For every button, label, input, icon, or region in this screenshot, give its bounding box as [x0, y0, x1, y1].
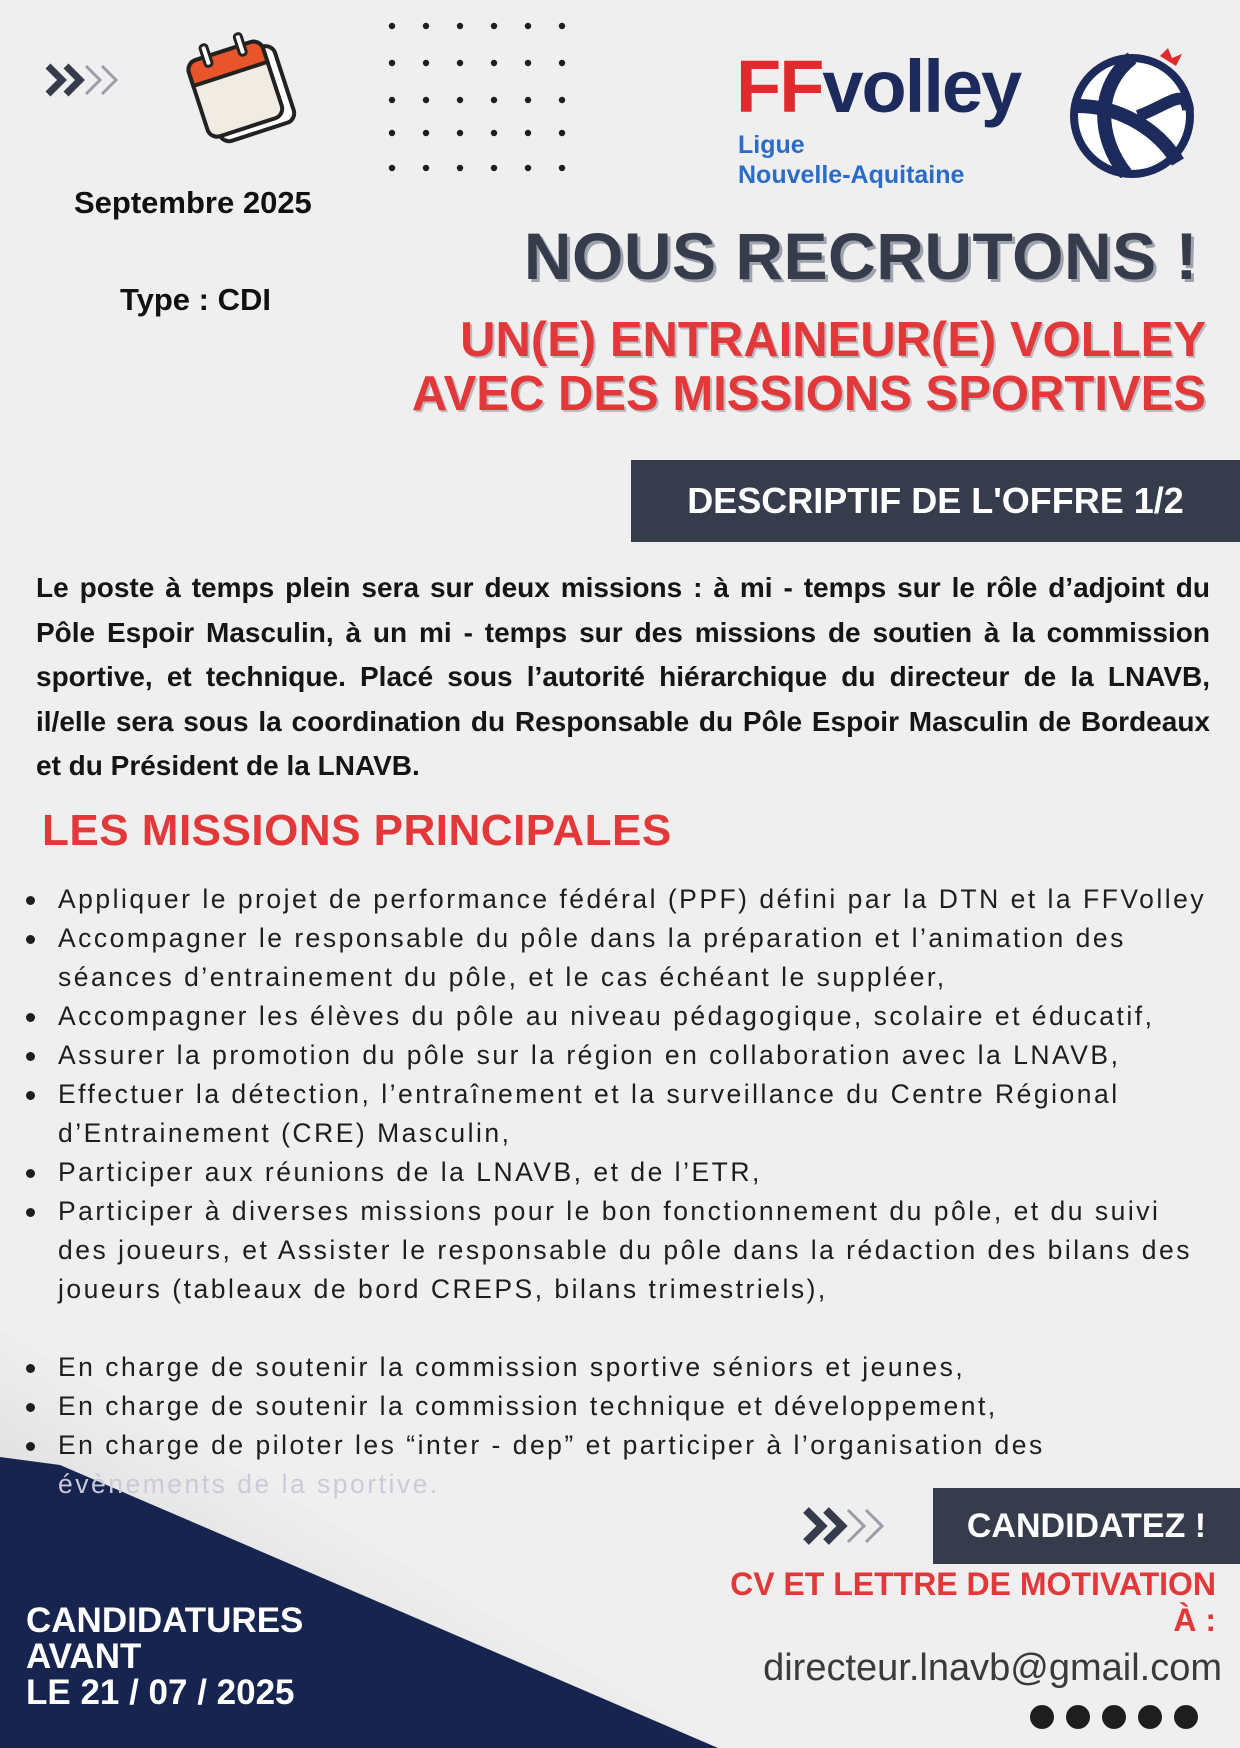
ffvolley-logo-wordmark	[736, 45, 1021, 128]
contract-type: Type : CDI	[120, 282, 271, 317]
list-item: Effectuer la détection, l’entraînement et la surveillance du Centre Régional d’Entrainement (CRE) Masculin,	[0, 1075, 1240, 1153]
missions-title: LES MISSIONS PRINCIPALES	[42, 806, 672, 855]
logo-volley: volley	[822, 45, 1021, 128]
list-item: Appliquer le projet de performance fédéral (PPF) défini par la DTN et la FFVolley	[0, 880, 1240, 919]
missions-list-primary	[0, 880, 1240, 1309]
list-item: En charge de piloter les “inter - dep” et participer à l’organisation des évènements de la sportive.	[0, 1426, 1240, 1504]
logo-ligue-line1: Ligue	[738, 131, 805, 159]
cv-instructions	[730, 1566, 1216, 1638]
dot-grid-decoration	[388, 22, 568, 174]
missions-list-secondary	[0, 1348, 1240, 1504]
date-label: Septembre 2025	[74, 185, 312, 220]
logo-ff: FF	[736, 45, 823, 128]
list-item: Participer aux réunions de la LNAVB, et de l’ETR,	[0, 1153, 1240, 1192]
job-title-line2: AVEC DES MISSIONS SPORTIVES	[411, 367, 1206, 421]
deadline-line1: CANDIDATURES	[26, 1601, 304, 1640]
list-item: Accompagner les élèves du pôle au niveau pédagogique, scolaire et éducatif,	[0, 997, 1240, 1036]
headline: NOUS RECRUTONS !	[523, 219, 1198, 293]
deadline-text	[26, 1603, 303, 1711]
list-item: En charge de soutenir la commission technique et développement,	[0, 1387, 1240, 1426]
chevrons-icon	[802, 1504, 892, 1548]
dots-decoration	[1028, 1702, 1218, 1732]
calendar-icon	[180, 25, 305, 150]
list-item: En charge de soutenir la commission sportive séniors et jeunes,	[0, 1348, 1240, 1387]
chevrons-icon	[44, 60, 124, 100]
volleyball-logo-icon	[1066, 46, 1198, 178]
deadline-line2: AVANT	[26, 1637, 142, 1676]
logo-ligue-text	[738, 130, 964, 190]
list-item: Assurer la promotion du pôle sur la région en collaboration avec la LNAVB,	[0, 1036, 1240, 1075]
cv-line1: CV ET LETTRE DE MOTIVATION	[730, 1566, 1216, 1602]
job-title	[412, 313, 1206, 421]
intro-paragraph: Le poste à temps plein sera sur deux missions : à mi - temps sur le rôle d’adjoint du Pôle Espoir Masculin, à un mi - temps sur des missions de soutien à la commission sportive, et technique. Placé sous l’autorité hiérarchique du directeur de la LNAVB, il/elle sera sous la coordination du Responsable du Pôle Espoir Masculin de Bordeaux et du Président de la LNAVB.	[36, 572, 1210, 782]
list-item: Participer à diverses missions pour le bon fonctionnement du pôle, et du suivi des joueurs, et Assister le responsable du pôle dans la rédaction des bilans des joueurs (tableaux de bord CREPS, bilans trimestriels),	[0, 1192, 1240, 1309]
offer-description-banner: DESCRIPTIF DE L'OFFRE 1/2	[631, 460, 1240, 542]
deadline-line3: LE 21 / 07 / 2025	[26, 1673, 295, 1712]
apply-button: CANDIDATEZ !	[933, 1488, 1240, 1564]
contact-email[interactable]: directeur.lnavb@gmail.com	[763, 1647, 1222, 1689]
cv-line2: À :	[1173, 1602, 1216, 1638]
job-title-line1: UN(E) ENTRAINEUR(E) VOLLEY	[460, 313, 1206, 367]
logo-ligue-line2: Nouvelle-Aquitaine	[738, 161, 965, 189]
list-item: Accompagner le responsable du pôle dans la préparation et l’animation des séances d’entrainement du pôle, et le cas échéant le suppléer,	[0, 919, 1240, 997]
